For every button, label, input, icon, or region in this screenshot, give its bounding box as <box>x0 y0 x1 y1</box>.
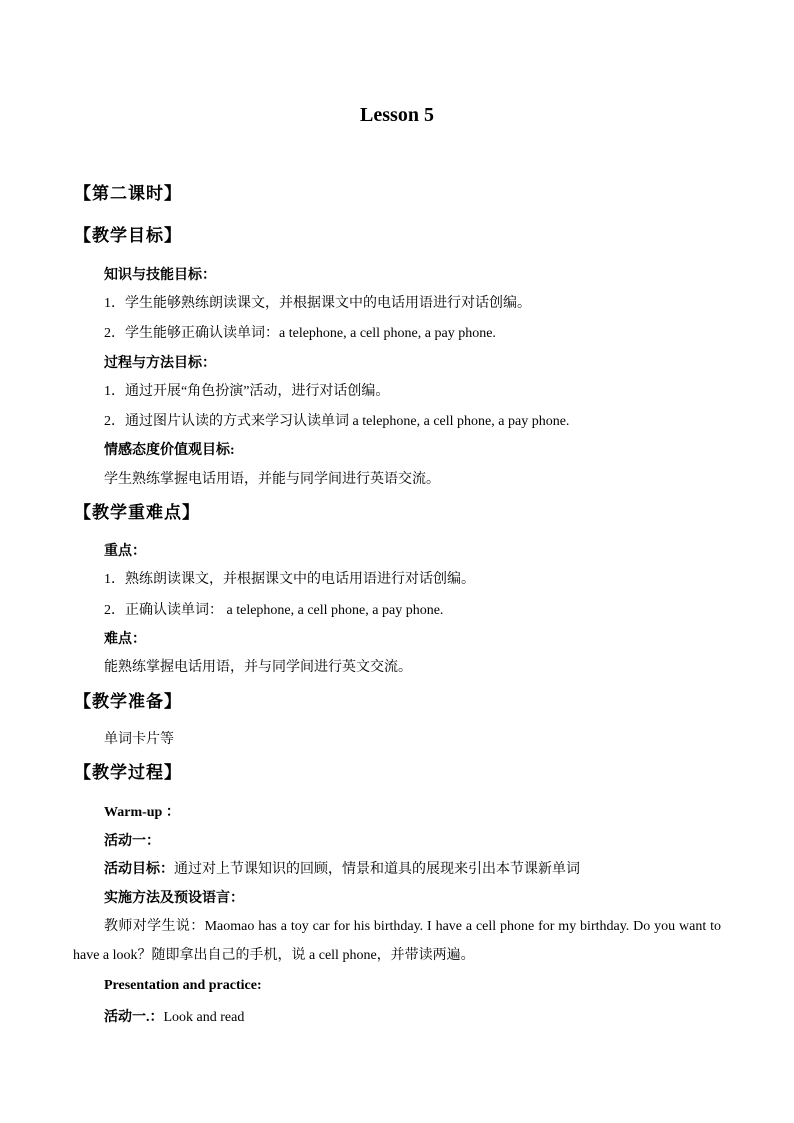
difficulty-heading: 难点： <box>104 632 146 647</box>
section-keypoints: 【教学重难点】 <box>74 503 200 522</box>
activity-goal <box>104 858 580 878</box>
emotion-heading: 情感态度价值观目标: <box>104 443 235 458</box>
section-period: 【第二课时】 <box>74 184 182 203</box>
difficulty-item-1: 能熟练掌握电话用语，并与同学间进行英文交流。 <box>104 660 412 675</box>
activity-one-look-read <box>104 1006 244 1026</box>
process-method-heading: 过程与方法目标： <box>104 356 216 371</box>
section-preparation: 【教学准备】 <box>74 692 182 711</box>
activity-goal-label: 活动目标： <box>104 862 174 877</box>
knowledge-item-2: 2．学生能够正确认读单词：a telephone, a cell phone, a pay phone. <box>104 326 496 341</box>
knowledge-heading: 知识与技能目标： <box>104 268 216 283</box>
key-heading: 重点： <box>104 544 146 559</box>
process-method-item-2: 2．通过图片认读的方式来学习认读单词 a telephone, a cell phone, a pay phone. <box>104 414 570 429</box>
activity-one-look-label: 活动一.： <box>104 1010 164 1025</box>
activity-one-look-text: Look and read <box>163 1010 245 1025</box>
emotion-item-1: 学生熟练掌握电话用语，并能与同学间进行英语交流。 <box>104 472 440 487</box>
method-heading: 实施方法及预设语言： <box>104 891 244 906</box>
key-item-2: 2．正确认读单词： a telephone, a cell phone, a pay phone. <box>104 603 444 618</box>
section-process: 【教学过程】 <box>74 763 182 782</box>
lesson-title: Lesson 5 <box>360 104 434 126</box>
knowledge-item-1: 1．学生能够熟练朗读课文，并根据课文中的电话用语进行对话创编。 <box>104 296 531 311</box>
preparation-text: 单词卡片等 <box>104 732 174 747</box>
activity-goal-text: 通过对上节课知识的回顾，情景和道具的展现来引出本节课新单词 <box>174 862 580 877</box>
presentation-heading: Presentation and practice: <box>104 978 262 993</box>
activity-one-heading: 活动一： <box>104 834 160 849</box>
process-method-item-1: 1．通过开展“角色扮演”活动，进行对话创编。 <box>104 384 390 399</box>
key-item-1: 1．熟练朗读课文，并根据课文中的电话用语进行对话创编。 <box>104 572 475 587</box>
section-objectives: 【教学目标】 <box>74 226 182 245</box>
teacher-paragraph: 教师对学生说：Maomao has a toy car for his birthday. I have a cell phone for my birthday. Do you want to have a look？随即拿出自己的手机，说 a cell phone，并带读两遍。 <box>73 919 721 963</box>
warmup-heading: Warm-up ： <box>104 805 180 820</box>
